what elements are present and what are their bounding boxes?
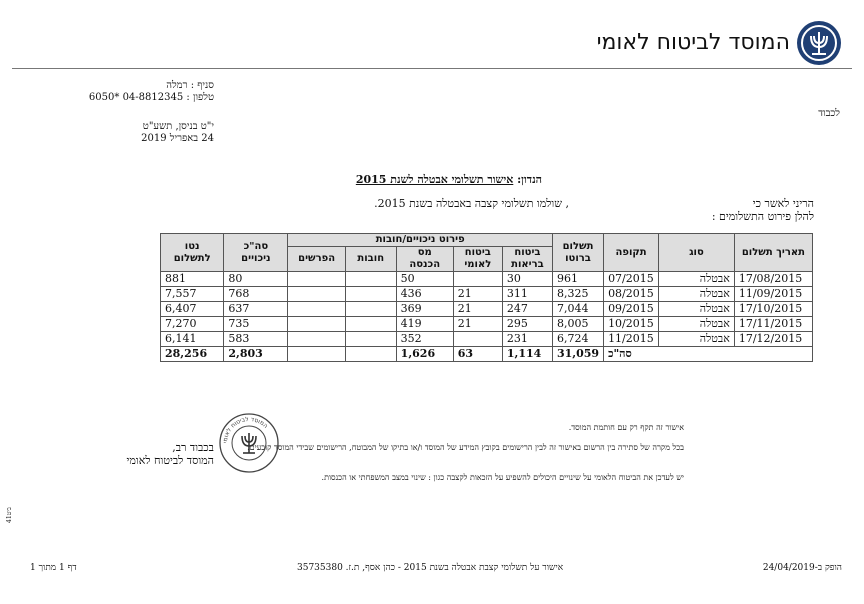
cell-date: 11/09/2015	[734, 287, 812, 302]
cell-date: 17/12/2015	[734, 332, 812, 347]
cell-national: 21	[453, 317, 502, 332]
cell-health: 247	[502, 302, 552, 317]
cell-differences	[288, 317, 345, 332]
total-income-tax: 1,626	[396, 347, 453, 362]
cell-net: 7,270	[161, 317, 224, 332]
cell-period: 11/2015	[604, 332, 659, 347]
signature-block	[127, 441, 214, 467]
cell-gross: 7,044	[552, 302, 603, 317]
total-net: 28,256	[161, 347, 224, 362]
header-date: תאריך תשלום	[734, 234, 812, 272]
cell-period: 10/2015	[604, 317, 659, 332]
header-total-deductions: סה"כ ניכויים	[224, 234, 288, 272]
cell-income-tax: 436	[396, 287, 453, 302]
table-row	[161, 272, 813, 287]
total-gross: 31,059	[552, 347, 603, 362]
signature-org: המוסד לביטוח לאומי	[126, 454, 214, 467]
cell-net: 881	[161, 272, 224, 287]
total-label: סה"כ	[604, 347, 813, 362]
header-type: סוג	[659, 234, 735, 272]
footer-print-date: הופק ב-24/04/2019	[762, 563, 842, 573]
branch-info	[89, 80, 214, 104]
header-national: ביטוח לאומי	[453, 247, 502, 272]
header-divider	[12, 68, 852, 69]
cell-national: 21	[453, 287, 502, 302]
cell-national	[453, 332, 502, 347]
cell-type: אבטלה	[659, 332, 735, 347]
header-period: תקופה	[604, 234, 659, 272]
cell-differences	[288, 332, 345, 347]
cell-total-deductions: 637	[224, 302, 288, 317]
cell-total-deductions: 583	[224, 332, 288, 347]
cell-date: 17/08/2015	[734, 272, 812, 287]
cell-differences	[288, 272, 345, 287]
header-net: נטו לתשלום	[161, 234, 224, 272]
organization-name: המוסד לביטוח לאומי	[596, 30, 790, 55]
branch-name: סניף : רמלה	[166, 80, 214, 91]
branch-phone: טלפון : 04-8812345 *6050	[88, 92, 214, 103]
table-row	[161, 302, 813, 317]
cell-net: 6,141	[161, 332, 224, 347]
cell-period: 09/2015	[604, 302, 659, 317]
subject-prefix: הנדון:	[513, 173, 542, 186]
cell-net: 7,557	[161, 287, 224, 302]
cell-debts	[345, 332, 396, 347]
cell-national: 21	[453, 302, 502, 317]
cell-income-tax: 419	[396, 317, 453, 332]
cell-type: אבטלה	[659, 302, 735, 317]
cell-total-deductions: 735	[224, 317, 288, 332]
header-gross: תשלום ברוטו	[552, 234, 603, 272]
cell-type: אבטלה	[659, 272, 735, 287]
cell-gross: 8,005	[552, 317, 603, 332]
cell-gross: 961	[552, 272, 603, 287]
cell-net: 6,407	[161, 302, 224, 317]
cell-debts	[345, 287, 396, 302]
total-differences	[288, 347, 345, 362]
official-stamp-icon	[218, 412, 280, 474]
total-health: 1,114	[502, 347, 552, 362]
header-health: ביטוח בריאות	[502, 247, 552, 272]
total-total-deductions: 2,803	[224, 347, 288, 362]
details-intro: להלן פירוט התשלומים :	[711, 210, 814, 223]
letter-date	[141, 121, 214, 145]
payments-table	[160, 233, 813, 362]
total-national: 63	[453, 347, 502, 362]
footer-page-number: דף 1 מתוך 1	[30, 563, 77, 573]
cell-health: 231	[502, 332, 552, 347]
header-differences: הפרשים	[288, 247, 345, 272]
side-form-code: 41ביט	[6, 507, 13, 523]
table-row	[161, 317, 813, 332]
header-debts: חובות	[345, 247, 396, 272]
national-insurance-logo-icon	[796, 20, 842, 66]
cell-total-deductions: 80	[224, 272, 288, 287]
cell-period: 07/2015	[604, 272, 659, 287]
cell-total-deductions: 768	[224, 287, 288, 302]
hebrew-date: י"ט בניסן, תשע"ט	[142, 121, 214, 132]
header-deductions-group: פירוט ניכויים/חובות	[288, 234, 553, 247]
cell-debts	[345, 317, 396, 332]
subject-text: אישור תשלומי אבטלה לשנת 2015	[355, 173, 514, 186]
footnote-discrepancy: בכל מקרה של סתירה בין הרשום באישור זה לבין הרישומים בקובץ המידע של המוסד ו/או בתיקו של המבוטח, הרישומים שבידי המוסד קובעים.	[247, 443, 684, 452]
cell-type: אבטלה	[659, 287, 735, 302]
total-debts	[345, 347, 396, 362]
cell-debts	[345, 272, 396, 287]
gregorian-date: 24 באפריל 2019	[141, 133, 214, 144]
footer-description: אישור על תשלומי קצבת אבטלה בשנת 2015 - כהן אסף, ת.ז. 35735380	[297, 563, 564, 573]
cell-income-tax: 369	[396, 302, 453, 317]
cell-debts	[345, 302, 396, 317]
cell-income-tax: 50	[396, 272, 453, 287]
stamp-text: המוסד לביטוח לאומי	[221, 415, 269, 444]
cell-period: 08/2015	[604, 287, 659, 302]
subject-line	[356, 173, 542, 186]
cell-date: 17/10/2015	[734, 302, 812, 317]
cell-type: אבטלה	[659, 317, 735, 332]
certification-part2: , שולמו תשלומי קצבה באבטלה בשנת 2015.	[374, 197, 569, 210]
cell-health: 30	[502, 272, 552, 287]
cell-gross: 8,325	[552, 287, 603, 302]
cell-differences	[288, 287, 345, 302]
cell-national	[453, 272, 502, 287]
table-row	[161, 332, 813, 347]
header-income-tax: מס הכנסה	[396, 247, 453, 272]
cell-health: 295	[502, 317, 552, 332]
cell-gross: 6,724	[552, 332, 603, 347]
footnote-validity: אישור זה תקף רק עם חותמת המוסד.	[568, 423, 684, 432]
signature-greeting: בכבוד רב,	[172, 441, 214, 454]
payments-table-body	[161, 272, 813, 362]
cell-differences	[288, 302, 345, 317]
footnote-update: יש לעדכן את הביטוח הלאומי על שינויים היכולים להשפיע על הזכאות לקצבה כגון : שינוי במצב המשפחתי או הכנסות.	[321, 473, 684, 482]
cell-income-tax: 352	[396, 332, 453, 347]
table-row	[161, 287, 813, 302]
certification-part1: הריני לאשר כי	[752, 197, 814, 210]
table-total-row	[161, 347, 813, 362]
cell-health: 311	[502, 287, 552, 302]
cell-date: 17/11/2015	[734, 317, 812, 332]
recipient-label: לכבוד	[818, 108, 840, 119]
